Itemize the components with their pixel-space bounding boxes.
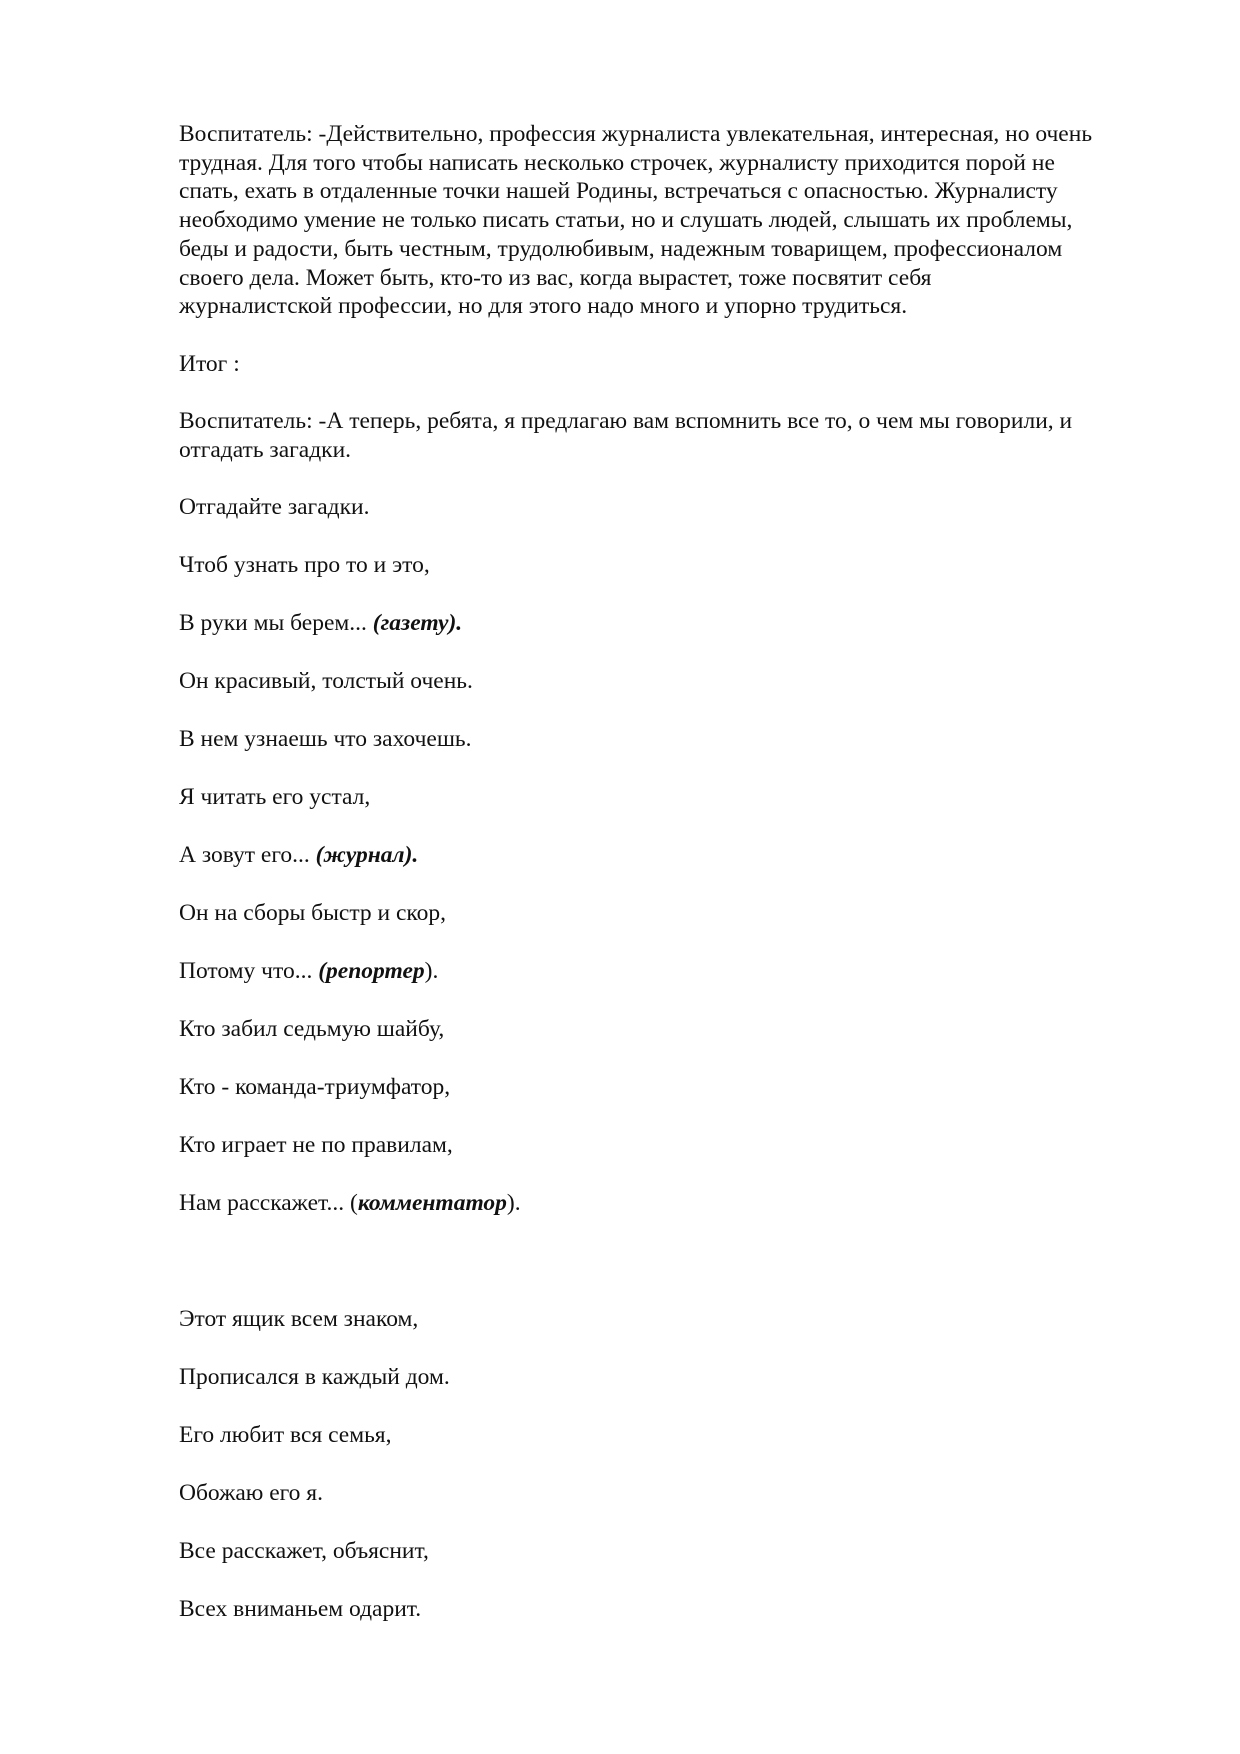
riddle-line: Его любит вся семья,	[179, 1422, 392, 1448]
riddles-heading: Отгадайте загадки.	[179, 494, 370, 520]
riddle-line	[179, 1189, 521, 1218]
riddle-line: Обожаю его я.	[179, 1480, 323, 1506]
riddle-line: Этот ящик всем знаком,	[179, 1306, 419, 1332]
riddle-line	[179, 957, 438, 986]
riddle-line: Кто играет не по правилам,	[179, 1132, 453, 1158]
summary-label: Итог :	[179, 351, 240, 377]
riddle-line: Все расскажет, объяснит,	[179, 1538, 429, 1564]
riddle-line	[179, 609, 462, 638]
riddle-text: Нам расскажет... (	[179, 1190, 358, 1216]
riddle-answer: (репортер	[318, 958, 425, 984]
intro-line: Воспитатель: -Действительно, профессия журналиста увлекательная, интересная, но очень	[179, 121, 1093, 147]
riddle-text: ).	[424, 958, 439, 984]
riddle-line: Всех вниманьем одарит.	[179, 1596, 422, 1622]
riddle-line: В нем узнаешь что захочешь.	[179, 726, 472, 752]
riddle-text: А зовут его...	[179, 842, 316, 868]
riddle-answer: (журнал).	[315, 842, 419, 868]
riddle-line: Он на сборы быстр и скор,	[179, 900, 446, 926]
intro-line: спать, ехать в отдаленные точки нашей Родины, встречаться с опасностью. Журналисту	[179, 178, 1058, 205]
riddle-answer: (газету).	[372, 610, 463, 636]
intro-line: журналистской профессии, но для этого надо много и упорно трудиться.	[179, 293, 908, 320]
intro-line: беды и радости, быть честным, трудолюбивым, надежным товарищем, профессионалом	[179, 235, 1063, 262]
riddle-line: Кто - команда-триумфатор,	[179, 1074, 451, 1100]
riddle-text: ).	[506, 1190, 521, 1216]
intro-paragraph	[179, 120, 1169, 321]
riddle-line: Кто забил седьмую шайбу,	[179, 1016, 445, 1042]
riddle-line	[179, 841, 418, 870]
riddle-text: В руки мы берем...	[179, 610, 373, 636]
intro-line: трудная. Для того чтобы написать несколько строчек, журналисту приходится порой не	[179, 149, 1055, 176]
riddle-line: Он красивый, толстый очень.	[179, 668, 473, 694]
riddle-answer: комментатор	[357, 1190, 507, 1216]
intro-line: необходимо умение не только писать статьи, но и слушать людей, слышать их проблемы,	[179, 207, 1073, 234]
prompt-line: Воспитатель: -А теперь, ребята, я предлагаю вам вспомнить все то, о чем мы говорили, и	[179, 408, 1073, 434]
riddle-line: Чтоб узнать про то и это,	[179, 552, 430, 578]
riddle-line: Я читать его устал,	[179, 784, 371, 810]
prompt-line: отгадать загадки.	[179, 437, 352, 463]
riddle-line: Прописался в каждый дом.	[179, 1364, 450, 1390]
intro-line: своего дела. Может быть, кто-то из вас, когда вырастет, тоже посвятит себя	[179, 264, 932, 291]
riddle-text: Потому что...	[179, 958, 319, 984]
